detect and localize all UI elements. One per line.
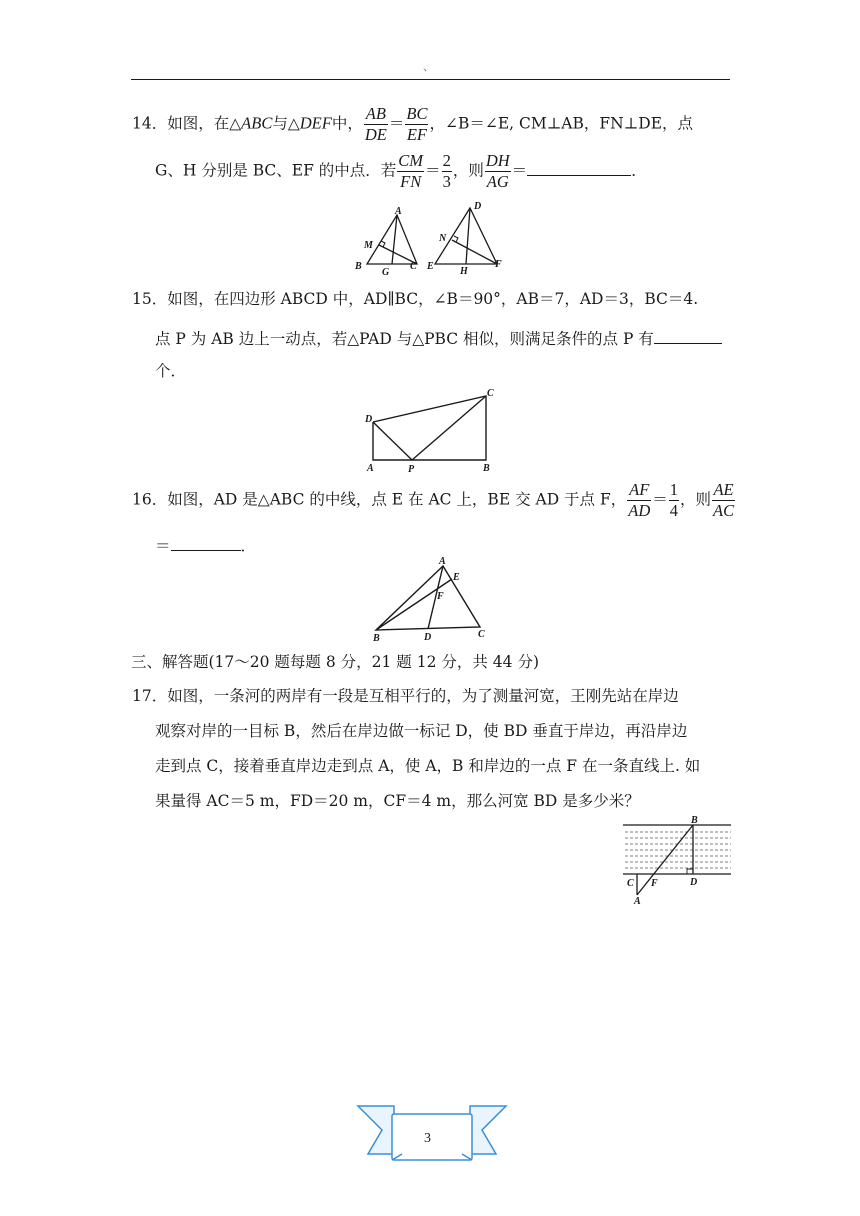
q16-label-b: B [373, 633, 380, 644]
q17-number: 17． [132, 687, 168, 705]
q15-label-p: P [408, 464, 415, 474]
q15-label-a: A [367, 463, 374, 474]
header-rule [131, 79, 730, 80]
section-heading: 三、解答题(17～20 题每题 8 分，21 题 12 分，共 44 分) [131, 653, 539, 671]
q14-figure [350, 198, 520, 278]
q14-fraction-bc-ef: $\frac{BC}{EF}$ [406, 104, 428, 144]
q14-fraction-dh-ag: $\frac{DH}{AG}$ [485, 151, 510, 191]
q15-number: 15． [132, 290, 168, 308]
q16-label-c: C [478, 629, 485, 640]
q14-label-e: E [427, 261, 434, 272]
q16-line2: ＝ ． [155, 537, 257, 555]
q16-label-a: A [439, 556, 446, 567]
q14-line2: G、H 分别是 BC、EF 的中点．若 $\frac{CM}{FN}$ ＝ $\frac{2}{3}$ ，则 $\frac{DH}{AG}$ ＝ ． [155, 151, 647, 191]
q17-label-b: B [691, 815, 698, 826]
q15-label-d: D [365, 414, 373, 425]
q14-label-f: F [495, 259, 502, 270]
page-number: 3 [424, 1131, 431, 1146]
q15-figure [358, 382, 508, 474]
q16-label-e: E [453, 572, 460, 583]
q15-line3: 个． [155, 362, 187, 380]
q16-fraction-af-ad: $\frac{AF}{AD}$ [628, 480, 651, 520]
q16-label-f: F [437, 591, 444, 602]
q16-figure [366, 553, 506, 645]
q14-label-c: C [410, 261, 417, 272]
q17-label-f: F [651, 878, 658, 889]
q17-label-a: A [634, 896, 641, 906]
header-mark: 、 [423, 60, 434, 73]
q16-fraction-1-4: $\frac{1}{4}$ [669, 480, 678, 520]
q14-label-m: M [364, 240, 373, 251]
q14-fraction-2-3: $\frac{2}{3}$ [442, 151, 451, 191]
q14-label-a: A [395, 206, 402, 217]
q15-label-c: C [487, 388, 494, 399]
q17-line3: 走到点 C，接着垂直岸边走到点 A，使 A，B 和岸边的一点 F 在一条直线上. 如 [155, 757, 701, 775]
q14-answer-blank[interactable] [527, 161, 631, 176]
q14-label-g: G [382, 267, 390, 278]
q16-line1: 16．如图，AD 是△ABC 的中线，点 E 在 AC 上，BE 交 AD 于点 F， $\frac{AF}{AD}$ ＝ $\frac{1}{4}$ ，则 $\frac{AE}{AC}$ [132, 480, 735, 520]
q15-label-b: B [483, 463, 490, 474]
page-number-ribbon [352, 1102, 512, 1164]
q16-label-d: D [424, 632, 432, 643]
q17-label-d: D [690, 877, 698, 888]
q14-number: 14． [132, 114, 168, 133]
q14-line1: 14．如图，在△ABC与△DEF中， $\frac{AB}{DE}$ ＝ $\frac{BC}{EF}$ ，∠B＝∠E, CM⊥AB，FN⊥DE，点 [132, 104, 694, 144]
q17-line2: 观察对岸的一目标 B，然后在岸边做一标记 D，使 BD 垂直于岸边，再沿岸边 [155, 722, 688, 740]
q16-fraction-ae-ac: $\frac{AE}{AC}$ [713, 480, 735, 520]
q14-label-h: H [460, 266, 468, 277]
q14-label-n: N [439, 233, 447, 244]
q15-line2: 点 P 为 AB 边上一动点，若△PAD 与△PBC 相似，则满足条件的点 P 有 [155, 329, 722, 348]
q17-figure [617, 812, 737, 906]
q17-label-c: C [627, 878, 634, 889]
q16-answer-blank[interactable] [171, 536, 241, 551]
q15-answer-blank[interactable] [654, 329, 722, 344]
q14-fraction-cm-fn: $\frac{CM}{FN}$ [398, 151, 424, 191]
q14-fraction-ab-de: $\frac{AB}{DE}$ [364, 104, 387, 144]
q14-label-b: B [355, 261, 362, 272]
q17-line4: 果量得 AC＝5 m，FD＝20 m，CF＝4 m，那么河宽 BD 是多少米？ [155, 792, 640, 810]
q17-line1: 17．如图，一条河的两岸有一段是互相平行的，为了测量河宽，王刚先站在岸边 [132, 687, 679, 705]
q16-number: 16． [132, 490, 168, 509]
q15-line1: 15．如图，在四边形 ABCD 中，AD∥BC，∠B＝90°，AB＝7，AD＝3，BC＝4. [132, 290, 699, 308]
q14-label-d: D [474, 201, 482, 212]
